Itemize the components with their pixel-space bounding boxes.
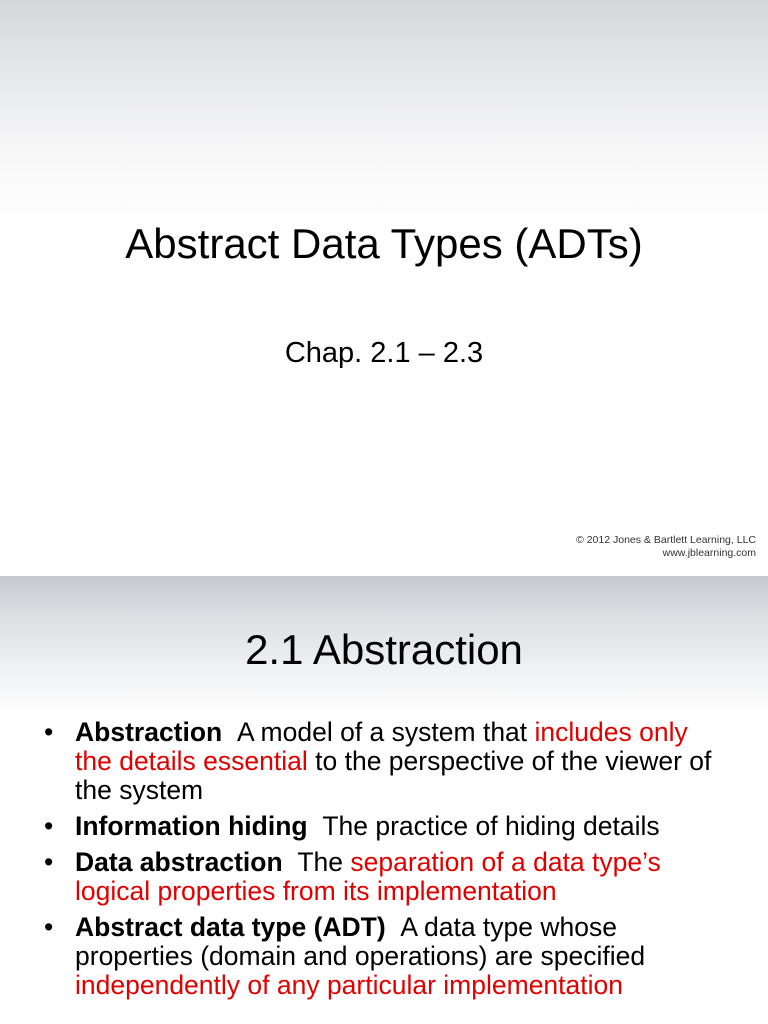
bullet-text-tail: to the perspective of the viewer of the system xyxy=(75,746,712,805)
bullet-term: Data abstraction xyxy=(75,847,283,877)
bullet-item xyxy=(0,848,768,906)
slide-abstraction xyxy=(0,576,768,1024)
copyright-line: © 2012 Jones & Bartlett Learning, LLC xyxy=(576,534,756,546)
publisher-url: www.jblearning.com xyxy=(662,547,756,559)
bullet-text: The xyxy=(297,847,351,877)
copyright-notice xyxy=(576,534,756,560)
bullet-text: The practice of hiding details xyxy=(322,811,660,841)
presentation-title: Abstract Data Types (ADTs) xyxy=(125,220,643,267)
bullet-dot-icon: • xyxy=(44,717,54,747)
bullet-item xyxy=(0,718,768,805)
bullet-dot-icon: • xyxy=(44,847,54,877)
bullet-term: Information hiding xyxy=(75,811,308,841)
bullet-dot-icon: • xyxy=(44,912,54,942)
bullet-term: Abstract data type (ADT) xyxy=(75,912,386,942)
bullet-highlight: independently of any particular implementation xyxy=(75,970,623,1000)
bullet-item xyxy=(0,812,768,841)
bullet-list xyxy=(0,718,768,1007)
presentation-subtitle: Chap. 2.1 – 2.3 xyxy=(284,337,484,369)
bullet-text: A model of a system that xyxy=(236,717,535,747)
bullet-highlight: includes only the details essential xyxy=(75,717,688,776)
bullet-term: Abstraction xyxy=(75,717,223,747)
bullet-highlight: separation of a data type’s logical properties from its implementation xyxy=(75,847,661,906)
bullet-item xyxy=(0,913,768,1000)
bullet-text: A data type whose properties (domain and operations) are specified xyxy=(75,912,646,971)
slide-heading: 2.1 Abstraction xyxy=(245,626,523,673)
bullet-dot-icon: • xyxy=(44,811,54,841)
